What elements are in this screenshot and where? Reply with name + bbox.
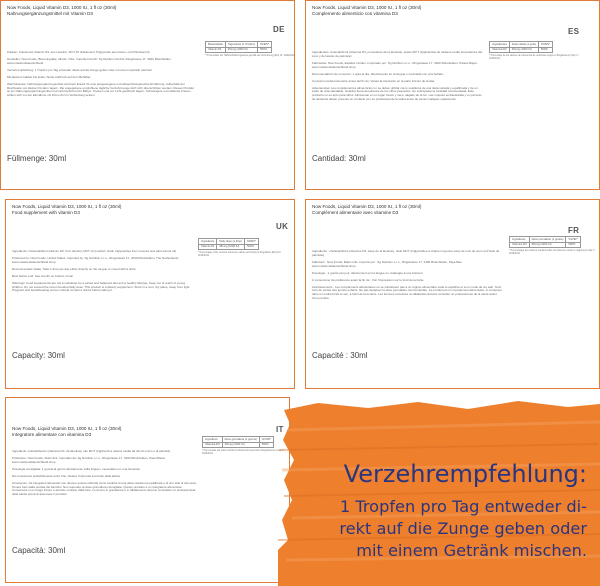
table-cell: %VNR* [259,437,273,443]
table-row [490,47,553,53]
label-body [312,51,484,105]
ingredients-text: Ingrédients : cholécalciférol (vitamine D3, issue de la lanoline), huile MCT (triglycérides à chaîne moyenne issus de noix de coco et d'huile de palmiste) [312,249,500,257]
table-cell: Bestandteile [206,42,226,48]
warnings-text: Avertissements : Les compléments alimentaires ne se substituent pas à un régime alimentaire varié et équilibré et à un mode de vie sain. Tenir hors de portée des jeunes enfants. Ne pas dépasser la dose journalière recommandée. Ce produit est un complément alimentaire. À conserver dans un endroit frais et sec, à l'abri de la lumière. Les femmes enceintes ou allaitantes doivent consulter un professionnel de la santé avant d'en prendre. [312,284,502,300]
product-name: Now Foods, Liquid Vitamin D3, 1000 IU, 1 fl oz (30ml) [312,5,422,10]
table-cell: 25mcg (1000 IU) [529,242,566,248]
table-cell: 500% [566,242,580,248]
intake-text: Posologia consigliata: 1 goccia al giorno direttamente sulla lingua o mescolata con una bevanda. [12,466,141,471]
product-subtitle: Integratore alimentare con vitamina D3 [12,431,92,437]
label-body [12,450,197,500]
intake-banner [278,400,600,586]
best-before-text: Da consumarsi preferibilmente entro fine: Vedere l'impronta sul fondo della lattina. [12,473,121,478]
intake-text: Recomendación de consumo: 1 gota al día, directamente en la lengua o mezclada con una bebida. [312,71,444,76]
warnings-text: Warnings: Food supplements are not a substitute for a varied and balanced diet and a healthy lifestyle. Keep out of reach of young children. Do not exceed the recommended daily dose. This product is a dietary supplement. Store in a cool, dry place, away from light. Pregnant and breastfeeding women should contact a doctor before taking it. [12,280,191,293]
table-cell: 500% [538,47,552,53]
label-body [12,250,192,296]
label-panel-de [0,0,295,190]
table-row [203,442,274,448]
manufacturer-text: Fabricante: Now Foods, Estados Unidos. Importado por: Sg Nutrition s.r.o., Ringstrasse 17, 4400 Rheinfelden, Países Bajos. www.nowfoodsdeutschland.shop [312,60,478,69]
table-cell: 25mcg (1000 IU) [222,442,259,448]
best-before-text: Consumir preferentemente antes del fin de: Véase la impresión en la parte inferior de la lata. [312,78,435,83]
manufacturer-text: Produced by: Now Foods, United States. Imported by: Sg Nutrition s.r.o., Ringstrasse 17, 4400 Rheinfelden, The Netherlands. www.nowfoodsdeutschland.shop [12,255,180,264]
label-panel-es [305,0,600,190]
banner-heading: Verzehrempfehlung: [343,460,587,488]
product-name: Now Foods, Liquid Vitamin D3, 1000 IU, 1 fl oz (30ml) [12,204,122,209]
nrv-footnote: * Prozentsatz der Nährstoff-Bezugswerte gemäß der Verordnung (EU) Nr. 1169/2011 [205,54,295,57]
capacity-label: Cantidad: 30ml [312,154,366,163]
panel-title [312,204,552,215]
language-code: DE [273,25,285,34]
intake-recommendation [322,460,587,562]
language-code: FR [568,226,580,235]
capacity-label: Capacité : 30ml [312,351,368,360]
table-cell: Vitamin D3 [206,47,226,53]
table-cell: Vitamina D3 [203,442,223,448]
best-before-text: Best before end: See imprint on bottom of can. [12,273,75,278]
table-cell: %VNR* [566,237,580,243]
intake-text: Recommended intake: Take 1 drop per day either directly on the tongue or mixed with a drink. [12,266,137,271]
table-cell: Daily dose (1 drop) [217,239,245,245]
manufacturer-text: Produttore: Now Foods, Stati Uniti. Importato da: Sg Nutrition s.r.o., Ringstrasse 17, 4400 Rheinfelden, Paesi Bassi. www.nowfoodsdeutschland.shop [12,455,166,464]
label-body [7,51,197,101]
nrv-footnote: * Pourcentage des valeurs nutritionnelles de référence selon le règlement (UE) n° 1169/2011 [509,249,596,255]
language-code: UK [276,222,289,231]
nrv-footnote: * Porcentaje de los valores de referencia de nutrientes según el Reglamento (UE) n.º 1169/2011 [489,54,579,60]
table-cell: Vitamina D3 [490,47,510,53]
product-subtitle: Food supplement with vitamin D3 [12,209,80,215]
product-name: Now Foods, Liquid Vitamin D3, 1000 IU, 1 fl oz (30ml) [12,426,122,431]
table-cell: 500% [258,47,272,53]
product-name: Now Foods, Liquid Vitamin D3, 1000 IU, 1 fl oz (30ml) [7,5,117,10]
warnings-text: Warnhinweise: Nahrungsergänzungsmittel sind kein Ersatz für eine ausgewogene und abwechslungsreiche Ernährung. Außerhalb der Reichweite von kleinen Kindern lagern. Die angegebene empfohlene tägliche Verzehrmenge darf nicht überschritten werden. Dieses Produkt ist ein Nahrungsergänzungsmittel und nicht bestimmt für Babys. Trocken und vor Licht geschützt lagern. Schwangere und stillende Frauen sollten sich vor der Einnahme mit ihrem Arzt in Verbindung setzen. [7,81,194,98]
capacity-label: Capacità: 30ml [12,546,66,555]
panel-title [312,5,552,16]
ingredients-text: Ingredienti: colecalciferolo (vitamina D3, da lanolina), olio MCT (trigliceridi a catena media da olio di cocco e di palmisti) [12,449,171,453]
nutrition-table [489,41,553,53]
banner-line: 1 Tropfen pro Tag entweder di- [339,497,587,516]
product-subtitle: Complément alimentaire avec vitamine D3 [312,209,399,215]
table-cell: 25mcg (1000 IU) [217,244,245,250]
best-before-text: Mindestens haltbar bis Ende: Siehe Aufdruck auf dem Behälter. [7,74,92,79]
table-cell: Ingredientes [490,42,510,48]
nrv-footnote: * Percentuale dei valori nutritivi di riferimento secondo il Regolamento (UE) n. 1169/2011 [202,449,284,455]
label-panel-it [5,397,290,583]
table-cell: %NRV* [245,239,259,245]
table-cell: Ingredients [199,239,217,245]
ingredients-text: Zutaten: Kokosnuss Vitamin D3, aus Lanolin), MCT-Öl (fraktioniert Triglyceride aus Kokos- und Palmkernöl) [7,50,150,54]
table-cell: 25mcg (1000 IU) [225,47,257,53]
table-cell: Ingredienti [203,437,223,443]
panel-title [12,204,252,215]
ingredients-text: Ingredients: cholecalciferol (vitamin D3, from lanolin), MCT oil (medium chain triglycerides from coconut and palm kernel oil) [12,249,177,253]
label-panel-uk [5,199,295,389]
table-cell: 500% [259,442,273,448]
table-cell: 25mcg (1000 IU) [509,47,538,53]
product-subtitle: Complemento alimenticio con vitamina D3 [312,10,398,16]
manufacturer-text: Fabricant : Now Foods, États-Unis. Importé par : Sg Nutrition s.r.o., Ringstrasse 17, 4400 Rheinfelden, Pays-Bas. www.nowfoodsdeutschland.shop [312,259,463,268]
capacity-label: Capacity: 30ml [12,351,65,360]
product-subtitle: Nahrungsergänzungsmittel mit Vitamin D3 [7,10,93,16]
panel-title [7,5,247,16]
intake-text: Verzehrempfehlung: 1 Tropfen pro Tag entweder direkt auf die Zunge geben oder mit einem Getränk mischen. [7,67,153,72]
capacity-label: Füllmenge: 30ml [7,154,67,163]
product-name: Now Foods, Liquid Vitamin D3, 1000 IU, 1 fl oz (30ml) [312,204,422,209]
intake-text: Posologie : 1 goutte par jour, directement sur la langue ou mélangée à une boisson. [312,270,424,275]
table-cell: Ingrédients [510,237,530,243]
table-cell: 500% [245,244,259,250]
banner-line: mit einem Getränk mischen. [356,541,587,560]
table-cell: %NRV* [258,42,272,48]
ingredients-text: Ingredientes: Colecalciferol (vitamina D3, procedente de la lanolina), aceite MCT (triglicéridos de cadena media procedentes del coco y del aceite de palmiste) [312,50,483,58]
table-row [199,244,259,250]
nutrition-table [205,41,272,53]
table-cell: Dose journalière (1 goutte) [529,237,566,243]
best-before-text: À consommer de préférence avant la fin de : Voir l'impression sur le fond de la boîte. [312,277,425,282]
label-panel-fr [305,199,600,389]
warnings-text: Advertencias: Los complementos alimenticios no se deben utilizar como sustitutos de una dieta variada y equilibrada y de un estilo de vida saludable. Guardar fuera del alcance de los niños pequeños. No sobrepasar la cantidad recomendada. Este producto no es apto para niños. Almacenar en un lugar fresco y seco, alejado de la luz. Las mujeres embarazadas y en período de lactancia deben ponerse en contacto con su profesional de la salud antes de tomar cualquier suplemento. [312,85,482,101]
warnings-text: Avvertenze: Gli integratori alimentari non devono essere utilizzati come sostituti di una dieta variata ed equilibrata e di uno stile di vita sano. Tenere fuori dalla portata dei bambini. Non superare la dose giornaliera consigliata. Questo prodotto è un integratore alimentare. Conservare in un luogo fresco e asciutto, lontano dalla luce. Le donne in gravidanza e in allattamento devono consultare un professionista della salute prima di assumere il prodotto. [12,480,197,497]
nrv-footnote: * Percentage of the nutrient reference values according to Regulation (EU) No. 1169/2011 [198,251,282,257]
table-cell: Dosis diaria (1 gota) [509,42,538,48]
table-cell: Tagesdosis (1 Tropfen) [225,42,257,48]
banner-line: rekt auf die Zunge geben oder [339,519,587,538]
nutrition-table [202,436,274,448]
nutrition-table [198,238,259,250]
language-code: ES [568,27,580,36]
table-row [510,242,581,248]
manufacturer-text: Hersteller: Now Foods, Bloomingdale, Illinois, USA. Importiert durch: Sg Nutrition GmbH, Ringstrasse 17, 4400 Rheinfelden. www.nowfoodsdeutschland [7,56,172,65]
nutrition-table [509,236,581,248]
language-code: IT [276,425,284,434]
table-cell: %VRN* [538,42,552,48]
table-cell: Dose giornaliera (1 goccia) [222,437,259,443]
table-cell: Vitamin D3 [199,244,217,250]
table-row [206,47,272,53]
table-cell: Vitamine D3 [510,242,530,248]
label-body [312,250,502,304]
